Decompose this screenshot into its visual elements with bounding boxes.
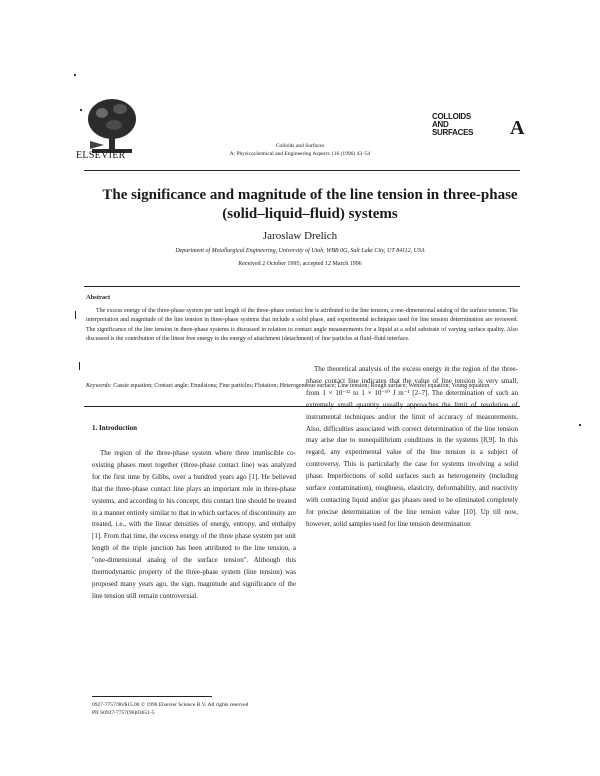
received-dates: Received 2 October 1995; accepted 12 March 1996 [238, 261, 362, 267]
series-letter: A [510, 117, 525, 139]
keywords-label: Keywords: [86, 383, 112, 389]
series-logo-line: COLLOIDS [432, 112, 471, 121]
scan-speck [579, 424, 581, 426]
series-logo-line: AND [432, 120, 449, 129]
body-column-left: The region of the three-phase system where three immiscible co-existing phases meet together (three-phase contact line) was analyzed for the first time by Gibbs, over a hundred years ago [1]. He believed that the three-phase contact line plays an important role in three-phase systems, and according to his concept, this contact line should be treated in a manner entirely similar to that in which surfaces of discontinuity are treated, i.e., with the linear densities of energy, entropy, and enthalpy [1]. From that time, the excess energy of the three phase system per unit length of the triple junction has been attributed to the line tension, a "one-dimensional analog of the surface tension". Although this thermodynamic property of the three-phase system (line tension) was proposed many years ago, the sign, magnitude and significance of the line tension still remain controversial. [92, 449, 296, 600]
abstract-text: The excess energy of the three-phase system per unit length of the three-phase contact line is attributed to the line tension, a one-dimensional analog of the surface tension. The interpretation and magnitude of the line tension in three-phase systems that include a solid phase, and experimental techniques used for line tension determination are reviewed. The significance of the line tension in three-phase systems is discussed in relation to contact angle measurements for a liquid at a solid substrate of varying surface quality. Also discussed is the contribution of the linear free energy to the energy of attachment (detachment) of fine particles at fluid–fluid interface. [86, 308, 518, 343]
series-logo [432, 113, 473, 137]
margin-mark [75, 311, 76, 319]
body-column-right: The theoretical analysis of the excess energy in the region of the three-phase contact line indicates that the value of line tension is very small, from 1 × 10⁻¹² to 1 × 10⁻¹⁰ J m⁻¹ [2–7]. The determination of such an extremely small quantity usually approaches the limit of resolution of instrumental techniques and/or the limit of accuracy of measurements. Also, difficulties associated with correct determination of the line tension may arise due to nonequilibrium conditions in the systems [8,9]. In this regard, any experimental value of the line tension is a subject of controversy. This is particularly the case for systems involving a solid phase. Imperfections of solid surfaces such as heterogeneity (including surface contamination), roughness, elasticity, deformability, and reactivity with contacting liquid and/or gas phases need to be eliminated completely for precise determination of the line tension value [10]. Up till now, however, solid samples used for line tension determination [306, 365, 518, 528]
copyright-footer [92, 701, 248, 717]
scan-speck [80, 109, 82, 111]
footer-divider [92, 696, 212, 697]
journal-citation: A: Physicochemical and Engineering Aspects 116 (1996) 43–54 [229, 151, 371, 157]
series-logo-line: SURFACES [432, 128, 474, 137]
header-divider [84, 170, 520, 171]
publisher-name: ELSEVIER [76, 150, 126, 161]
keywords-list: Cassie equation; Contact angle; Emulsions; Fine particles; Flotation; Heterogeneous surface; Line tension; Rough surface; Wenzel equation; Young equation [113, 383, 490, 389]
journal-name: Colloids and Surfaces [275, 143, 325, 149]
scan-speck [74, 74, 76, 76]
abstract-heading: Abstract [86, 294, 111, 301]
author-affiliation: Department of Metallurgical Engineering, University of Utah, WBB 0G, Salt Lake City, UT 84112, USA [175, 248, 425, 254]
article-title: The significance and magnitude of the line tension in three-phase (solid–liquid–fluid) systems [102, 187, 518, 222]
pii-line: PII S0927-7757(96)03651-5 [92, 710, 155, 716]
margin-mark [79, 362, 80, 370]
copyright-line: 0927-7757/96/$15.00 © 1996 Elsevier Science B.V. All rights reserved [92, 702, 249, 708]
article-author: Jaroslaw Drelich [262, 230, 338, 242]
section-heading: 1. Introduction [92, 424, 137, 432]
abstract-top-divider [84, 286, 520, 287]
